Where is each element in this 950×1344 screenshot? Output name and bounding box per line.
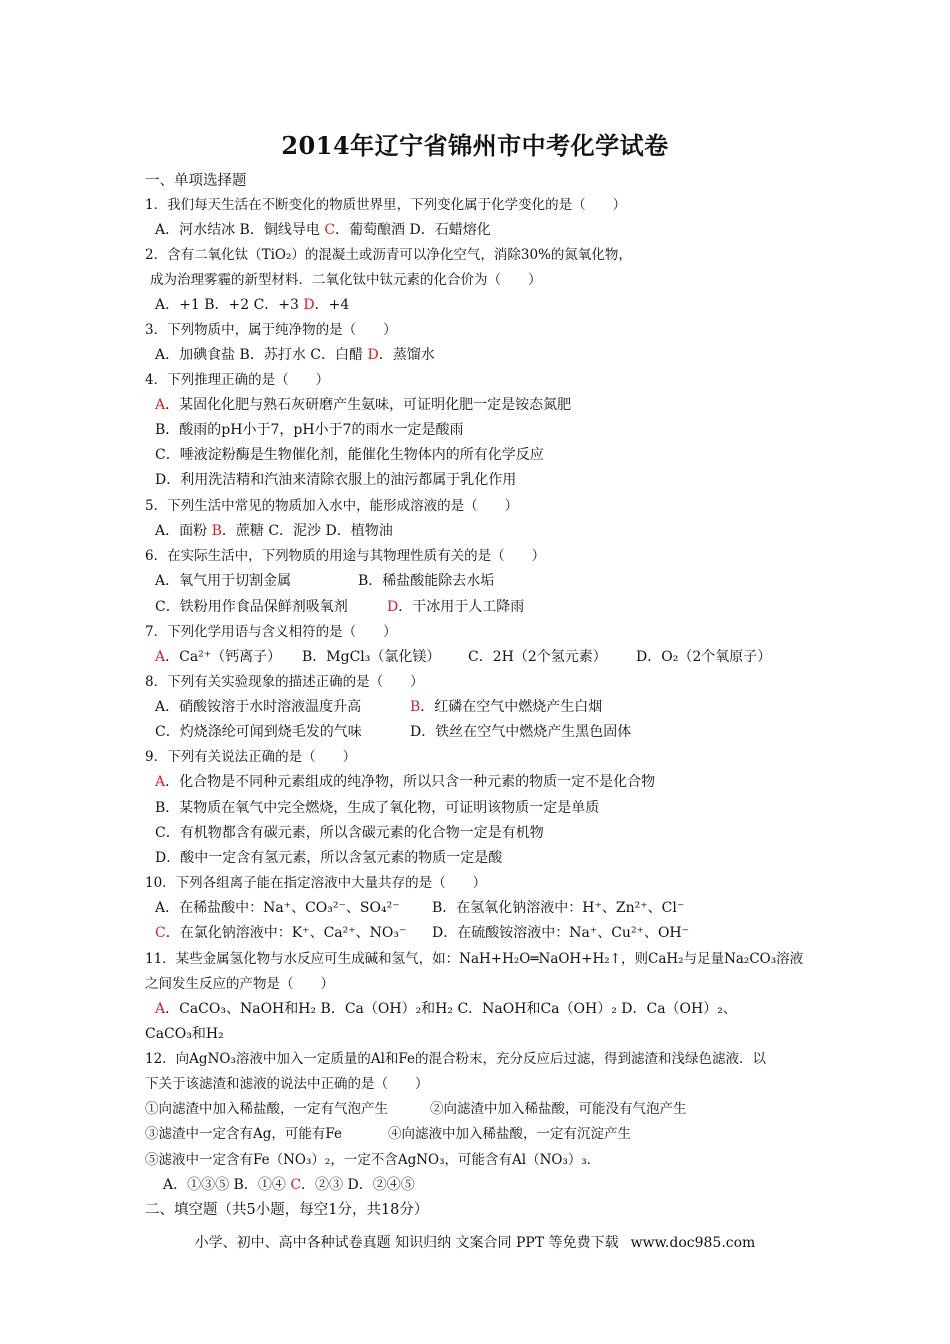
q11-options-text: ．CaCO₃、NaOH和H₂ B．Ca（OH）₂和H₂ C．NaOH和Ca（OH）₂ D．Ca（OH）₂、 [165,1001,737,1017]
q10-stem: 10．下列各组离子能在指定溶液中大量共存的是（ ） [145,875,487,891]
q2-stem-line2: 成为治理雾霾的新型材料．二氧化钛中钛元素的化合价为（ ） [150,272,542,288]
q9-option-a [155,773,655,791]
q9-option-b: B．某物质在氧气中完全燃烧，生成了氧化物，可证明该物质一定是单质 [155,800,600,816]
q4-option-d: D．利用洗洁精和汽油来清除衣服上的油污都属于乳化作用 [155,472,517,488]
q3-answer: D [367,347,379,363]
q4-option-a-text: ．某固化化肥与熟石灰研磨产生氨味，可证明化肥一定是铵态氮肥 [165,397,572,413]
q7-options [155,648,281,666]
q9-answer: A [155,774,166,790]
q11-options-line1 [155,1000,737,1018]
q8-option-b-text: ．红磷在空气中燃烧产生白烟 [420,699,603,715]
q10-option-d: D．在硫酸铵溶液中：Na⁺、Cu²⁺、OH⁻ [432,925,690,941]
q12-options-rest: ．②③ D．②④⑤ [301,1177,415,1193]
q2-options-rest: ．+4 [314,297,350,313]
q7-stem: 7．下列化学用语与含义相符的是（ ） [145,624,397,640]
q6-option-d-text: ．干冰用于人工降雨 [398,599,525,615]
q12-statement-3: ③滤渣中一定含有Ag，可能有Fe [145,1126,343,1142]
q9-stem: 9．下列有关说法正确的是（ ） [145,749,357,765]
q1-options [155,221,491,239]
q7-option-d: D．O₂（2个氧原子） [636,649,772,665]
q5-options [155,522,393,540]
q12-options [163,1176,415,1194]
q5-options-text: A．面粉 [155,523,208,539]
q12-statement-2: ②向滤渣中加入稀盐酸，可能没有气泡产生 [430,1101,687,1117]
q10-option-c [155,924,406,942]
q3-options-rest: ．蒸馏水 [378,347,435,363]
q1-stem: 1．我们每天生活在不断变化的物质世界里，下列变化属于化学变化的是（ ） [145,197,627,213]
q12-stem-line1: 12．向AgNO₃溶液中加入一定质量的Al和Fe的混合粉末，充分反应后过滤，得到滤渣和浅绿色滤液．以 [145,1051,767,1067]
q5-options-rest: ．蔗糖 C．泥沙 D．植物油 [221,523,393,539]
q6-option-b: B．稀盐酸能除去水垢 [358,573,495,589]
q6-stem: 6．在实际生活中，下列物质的用途与其物理性质有关的是（ ） [145,548,546,564]
q4-option-c: C．唾液淀粉酶是生物催化剂，能催化生物体内的所有化学反应 [155,447,544,463]
q2-options-text: A．+1 B．+2 C．+3 [155,297,299,313]
q8-option-c: C．灼烧涤纶可闻到烧毛发的气味 [155,724,362,740]
q9-option-d: D．酸中一定含有氢元素，所以含氢元素的物质一定是酸 [155,850,503,866]
q1-options-text: A．河水结冰 B．铜线导电 [155,222,320,238]
q12-statement-1: ①向滤渣中加入稀盐酸，一定有气泡产生 [145,1101,388,1117]
q5-stem: 5．下列生活中常见的物质加入水中，能形成溶液的是（ ） [145,498,519,514]
q7-option-a: ．Ca²⁺（钙离子） [165,649,282,665]
q1-answer: C [324,222,336,238]
q5-answer: B [211,523,222,539]
q4-answer: A [155,397,166,413]
q11-stem-line2: 之间发生反应的产物是（ ） [145,976,334,992]
q12-statement-5: ⑤滤液中一定含有Fe（NO₃）₂，一定不含AgNO₃，可能含有Al（NO₃）₃． [145,1152,601,1168]
section-2-heading: 二、填空题（共5小题，每空1分，共18分） [145,1202,429,1218]
q12-options-text: A．①③⑤ B．①④ [163,1177,286,1193]
q7-option-b: B．MgCl₃（氯化镁） [302,649,441,665]
q8-answer: B [410,699,421,715]
q2-options [155,296,349,314]
q4-option-a [155,396,571,414]
q2-answer: D [303,297,315,313]
q10-option-c-text: ．在氯化钠溶液中：K⁺、Ca²⁺、NO₃⁻ [165,925,407,941]
q7-option-c: C．2H（2个氢元素） [468,649,607,665]
q8-option-a: A．硝酸铵溶于水时溶液温度升高 [155,699,362,715]
q11-options-line2: CaCO₃和H₂ [145,1026,224,1042]
q3-options [155,346,435,364]
q8-option-d: D．铁丝在空气中燃烧产生黑色固体 [410,724,632,740]
q3-stem: 3．下列物质中，属于纯净物的是（ ） [145,322,397,338]
q1-options-rest: ．葡萄酿酒 D．石蜡熔化 [335,222,491,238]
q10-option-b: B．在氢氧化钠溶液中：H⁺、Zn²⁺、Cl⁻ [432,900,685,916]
q4-option-b: B．酸雨的pH小于7，pH小于7的雨水一定是酸雨 [155,422,464,438]
q6-option-a: A．氧气用于切割金属 [155,573,292,589]
q6-option-d [387,598,524,616]
q6-answer: D [387,599,399,615]
q12-stem-line2: 下关于该滤渣和滤液的说法中正确的是（ ） [145,1076,429,1092]
footer-url[interactable]: www.doc985.com [630,1235,756,1251]
q2-stem-line1: 2．含有二氧化钛（TiO₂）的混凝土或沥青可以净化空气，消除30%的氮氧化物， [145,247,632,263]
q12-answer: C [290,1177,302,1193]
q4-stem: 4．下列推理正确的是（ ） [145,372,330,388]
footer-text: 小学、初中、高中各种试卷真题 知识归纳 文案合同 PPT 等免费下载 [194,1235,619,1251]
q9-option-a-text: ．化合物是不同种元素组成的纯净物，所以只含一种元素的物质一定不是化合物 [165,774,656,790]
q8-stem: 8．下列有关实验现象的描述正确的是（ ） [145,674,424,690]
q9-option-c: C．有机物都含有碳元素，所以含碳元素的化合物一定是有机物 [155,825,544,841]
q10-answer: C [155,925,166,941]
section-1-heading: 一、单项选择题 [145,173,247,189]
q11-answer: A [155,1001,166,1017]
q7-answer: A [155,649,166,665]
q3-options-text: A．加碘食盐 B．苏打水 C．白醋 [155,347,364,363]
q10-option-a: A．在稀盐酸中：Na⁺、CO₃²⁻、SO₄²⁻ [155,900,400,916]
q11-stem-line1: 11．某些金属氢化物与水反应可生成碱和氢气，如：NaH+H₂O═NaOH+H₂↑，则CaH₂与足量Na₂CO₃溶液 [145,951,804,967]
q8-option-b [410,698,602,716]
q12-statement-4: ④向滤液中加入稀盐酸，一定有沉淀产生 [388,1126,631,1142]
exam-title: 2014年辽宁省锦州市中考化学试卷 [281,131,669,160]
footer [0,1232,950,1252]
q6-option-c: C．铁粉用作食品保鲜剂吸氧剂 [155,599,348,615]
